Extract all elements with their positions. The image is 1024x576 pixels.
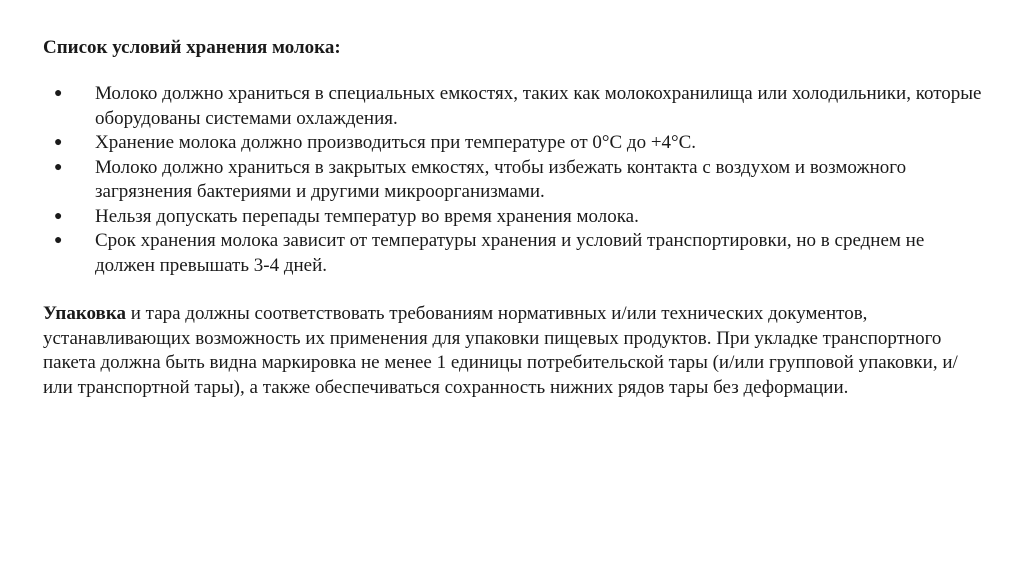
- storage-conditions-list: [43, 82, 983, 278]
- packaging-paragraph: [43, 302, 978, 400]
- packaging-text: и тара должны соответствовать требованиям нормативных и/или технических документов, устанавливающих возможность их применения для упаковки пищевых продуктов. При укладке транспортного пакета должна быть видна маркировка не менее 1 единицы потребительской тары (и/или групповой упаковки, и/или транспортной тары), а также обеспечиваться сохранность нижних рядов тары без деформации.: [43, 303, 958, 398]
- bullet-icon: ●: [54, 86, 63, 101]
- bullet-icon: ●: [54, 135, 63, 150]
- list-item: [43, 82, 983, 131]
- bullet-icon: ●: [54, 233, 63, 248]
- list-item-text: Нельзя допускать перепады температур во время хранения молока.: [95, 205, 639, 227]
- bullet-icon: ●: [54, 159, 63, 175]
- packaging-lead-term: Упаковка: [43, 303, 126, 324]
- list-item: [43, 156, 983, 205]
- bullet-icon: ●: [54, 208, 63, 224]
- list-item: [43, 205, 983, 230]
- list-item: [43, 229, 983, 278]
- list-item-text: Молоко должно храниться в специальных емкостях, таких как молокохранилища или холодильники, которые оборудованы системами охлаждения.: [95, 83, 982, 129]
- list-item-text: Молоко должно храниться в закрытых емкостях, чтобы избежать контакта с воздухом и возможного загрязнения бактериями и другими микроорганизмами.: [95, 156, 907, 202]
- slide-content: [43, 26, 983, 400]
- list-item-text: Срок хранения молока зависит от температуры хранения и условий транспортировки, но в среднем не должен превышать 3-4 дней.: [95, 230, 925, 276]
- list-item: [43, 131, 983, 156]
- list-item-text: Хранение молока должно производиться при температуре от 0°C до +4°C.: [95, 132, 697, 153]
- section-heading: Список условий хранения молока:: [43, 37, 341, 58]
